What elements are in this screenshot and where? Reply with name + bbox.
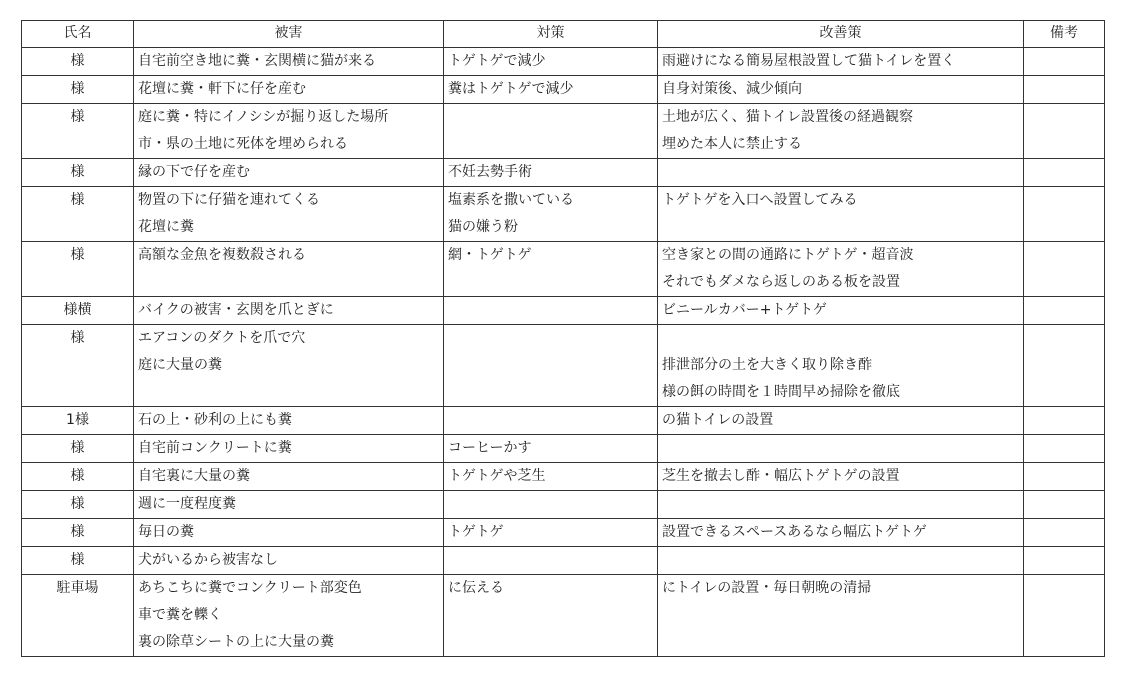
cell-name: 様 [22, 242, 134, 297]
cell-remarks [1024, 187, 1105, 242]
measure-line: トゲトゲや芝生 [448, 468, 546, 484]
damage-line: 高額な金魚を複数殺される [138, 247, 306, 263]
cell-name: 様 [22, 159, 134, 187]
cell-name: 様 [22, 519, 134, 547]
cell-improvement [658, 463, 1024, 491]
measure-line: に伝える [448, 580, 504, 596]
cell-name: 様 [22, 463, 134, 491]
measure-line: 糞はトゲトゲで減少 [448, 81, 574, 97]
cell-measure [444, 104, 658, 159]
cell-remarks [1024, 242, 1105, 297]
damage-line: 縁の下で仔を産む [138, 164, 250, 180]
cell-measure [444, 463, 658, 491]
cell-name: 駐車場 [22, 575, 134, 657]
header-name: 氏名 [22, 21, 134, 48]
cell-improvement [658, 407, 1024, 435]
cell-improvement [658, 159, 1024, 187]
improvement-line: 土地が広く、猫トイレ設置後の経過観察 [662, 109, 914, 125]
cell-improvement [658, 242, 1024, 297]
cell-measure [444, 491, 658, 519]
cell-measure [444, 519, 658, 547]
damage-line: 犬がいるから被害なし [138, 552, 278, 568]
table-row [22, 463, 1105, 491]
cell-remarks [1024, 463, 1105, 491]
cell-measure [444, 547, 658, 575]
cell-measure [444, 575, 658, 657]
cell-improvement [658, 187, 1024, 242]
cell-name: 様 [22, 435, 134, 463]
cell-remarks [1024, 104, 1105, 159]
improvement-line: 埋めた本人に禁止する [662, 136, 802, 152]
cell-improvement [658, 76, 1024, 104]
header-remarks: 備考 [1024, 21, 1105, 48]
damage-line: 石の上・砂利の上にも糞 [138, 412, 292, 428]
damage-line: 庭に大量の糞 [138, 357, 222, 373]
cell-remarks [1024, 519, 1105, 547]
improvement-line: 様の餌の時間を１時間早め掃除を徹底 [662, 384, 900, 400]
table-row [22, 297, 1105, 325]
table-row [22, 575, 1105, 657]
header-improvement: 改善策 [658, 21, 1024, 48]
cell-damage [134, 407, 444, 435]
cell-name: 様 [22, 76, 134, 104]
table-row [22, 519, 1105, 547]
cell-remarks [1024, 575, 1105, 657]
cell-damage [134, 242, 444, 297]
cell-remarks [1024, 435, 1105, 463]
table-row [22, 159, 1105, 187]
cell-damage [134, 575, 444, 657]
cell-measure [444, 187, 658, 242]
measure-line: 塩素系を撒いている [448, 192, 574, 208]
damage-line: 庭に糞・特にイノシシが掘り返した場所 [138, 109, 389, 125]
damage-line: あちこちに糞でコンクリート部変色 [138, 580, 362, 596]
cell-measure [444, 159, 658, 187]
cell-measure [444, 435, 658, 463]
measure-line: コーヒーかす [448, 440, 532, 456]
improvement-line: それでもダメなら返しのある板を設置 [662, 274, 900, 290]
table-row [22, 547, 1105, 575]
cell-damage [134, 491, 444, 519]
table-row [22, 242, 1105, 297]
damage-line: エアコンのダクトを爪で穴 [138, 330, 306, 346]
improvement-line: ビニールカバー+トゲトゲ [662, 302, 827, 318]
table-body [22, 48, 1105, 657]
improvement-line: 自身対策後、減少傾向 [662, 81, 802, 97]
cell-damage [134, 325, 444, 407]
damage-line: 毎日の糞 [138, 524, 194, 540]
table-row [22, 491, 1105, 519]
cell-name: 様 [22, 187, 134, 242]
cell-improvement [658, 491, 1024, 519]
cell-improvement [658, 297, 1024, 325]
cell-measure [444, 407, 658, 435]
improvement-line: トゲトゲを入口へ設置してみる [662, 192, 858, 208]
cell-damage [134, 547, 444, 575]
improvement-line: 設置できるスペースあるなら幅広トゲトゲ [662, 524, 927, 540]
cell-damage [134, 297, 444, 325]
table-row [22, 48, 1105, 76]
cell-remarks [1024, 297, 1105, 325]
damage-line: バイクの被害・玄関を爪とぎに [138, 302, 334, 318]
cell-remarks [1024, 325, 1105, 407]
table-row [22, 187, 1105, 242]
damage-line: 花壇に糞・軒下に仔を産む [138, 81, 306, 97]
measure-line: 不妊去勢手術 [448, 164, 532, 180]
improvement-line: にトイレの設置・毎日朝晩の清掃 [662, 580, 872, 596]
cell-damage [134, 104, 444, 159]
damage-line: 裏の除草シートの上に大量の糞 [138, 634, 334, 650]
cell-improvement [658, 435, 1024, 463]
table-row [22, 104, 1105, 159]
cell-name: 様横 [22, 297, 134, 325]
improvement-line: 雨避けになる簡易屋根設置して猫トイレを置く [662, 53, 956, 69]
cell-remarks [1024, 491, 1105, 519]
cell-damage [134, 48, 444, 76]
cell-improvement [658, 104, 1024, 159]
damage-line: 自宅裏に大量の糞 [138, 468, 250, 484]
cell-remarks [1024, 407, 1105, 435]
damage-line: 市・県の土地に死体を埋められる [138, 136, 348, 152]
cell-measure [444, 242, 658, 297]
table-row [22, 76, 1105, 104]
cell-damage [134, 159, 444, 187]
header-measure: 対策 [444, 21, 658, 48]
cell-damage [134, 435, 444, 463]
cell-improvement [658, 325, 1024, 407]
cell-damage [134, 76, 444, 104]
cell-improvement [658, 519, 1024, 547]
improvement-line: 排泄部分の土を大きく取り除き酢 [662, 357, 872, 373]
damage-line: 物置の下に仔猫を連れてくる [138, 192, 320, 208]
improvement-line: の猫トイレの設置 [662, 412, 774, 428]
measure-line: 猫の嫌う粉 [448, 219, 518, 235]
improvement-line: 空き家との間の通路にトゲトゲ・超音波 [662, 247, 914, 263]
cell-remarks [1024, 159, 1105, 187]
damage-line: 車で糞を轢く [138, 607, 222, 623]
header-row [22, 21, 1105, 48]
table-row [22, 407, 1105, 435]
improvement-line: 芝生を撤去し酢・幅広トゲトゲの設置 [662, 468, 900, 484]
cell-name: 様 [22, 104, 134, 159]
measure-line: 網・トゲトゲ [448, 247, 532, 263]
header-damage: 被害 [134, 21, 444, 48]
damage-line: 週に一度程度糞 [138, 496, 236, 512]
cell-name: 様 [22, 48, 134, 76]
cell-name: 様 [22, 325, 134, 407]
cell-name: 様 [22, 491, 134, 519]
cell-measure [444, 48, 658, 76]
cell-remarks [1024, 547, 1105, 575]
cell-name: 様 [22, 547, 134, 575]
cell-improvement [658, 547, 1024, 575]
measure-line: トゲトゲで減少 [448, 53, 546, 69]
cell-remarks [1024, 76, 1105, 104]
damage-line: 自宅前コンクリートに糞 [138, 440, 292, 456]
cell-name: 1様 [22, 407, 134, 435]
table-row [22, 325, 1105, 407]
damage-table [21, 20, 1105, 657]
cell-improvement [658, 575, 1024, 657]
cell-measure [444, 297, 658, 325]
cell-improvement [658, 48, 1024, 76]
table-row [22, 435, 1105, 463]
damage-line: 自宅前空き地に糞・玄関横に猫が来る [138, 53, 376, 69]
improvement-line [662, 325, 1019, 352]
cell-damage [134, 187, 444, 242]
cell-measure [444, 76, 658, 104]
measure-line: トゲトゲ [448, 524, 504, 540]
cell-measure [444, 325, 658, 407]
cell-remarks [1024, 48, 1105, 76]
cell-damage [134, 519, 444, 547]
cell-damage [134, 463, 444, 491]
damage-line: 花壇に糞 [138, 219, 194, 235]
